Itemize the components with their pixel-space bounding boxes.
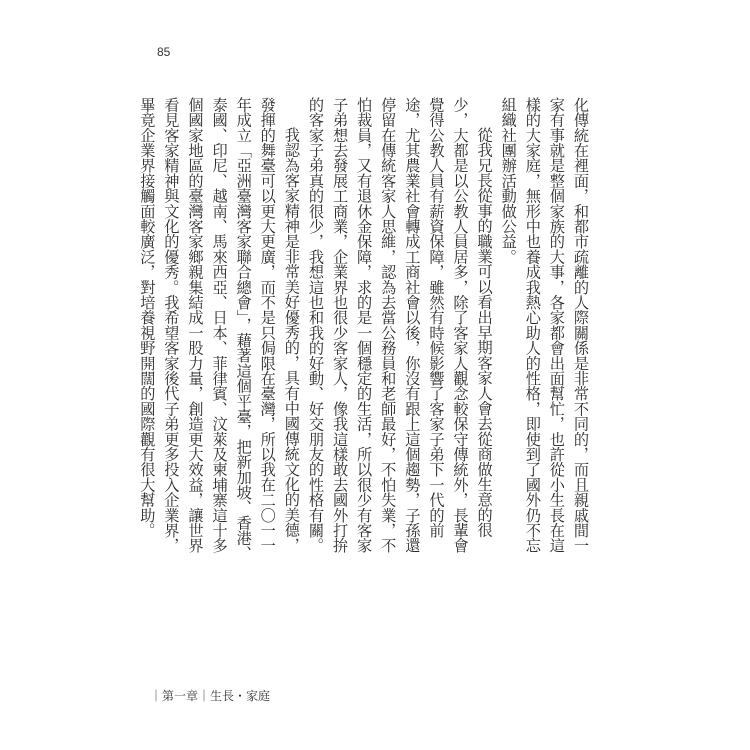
paragraph-1: 化傳統在裡面，和都市疏離的人際關係是非常不同的，而且親戚間一家有事就是整個家族的大事，各家都會出面幫忙，也許從小生長在這樣的大家庭，無形中也養成我熱心助人的性格，即使到了國外仍不忘組織社團辦活動做公益。: [499, 97, 590, 553]
paragraph-2: 從我兄長從事的職業可以看出早期客家人會去從商做生意的很少，大都是以公教人員居多，除了客家人觀念較保守傳統外，長輩會覺得公教人員有薪資保障，雖然有時候影響了客家子弟下一代的前途，尤其農業社會轉成工商社會以後，你沒有跟上這個趨勢，子孫還停留在傳統客家人思維，認為去當公務員和老師最好，不怕失業，不怕裁員，又有退休金保障，求的是一個穩定的生活，所以很少有客家子弟想去發展工商業，企業界也很少客家人，像我這樣敢去國外打拚的客家子弟真的很少，我想這也和我的好動、好交朋友的性格有關。: [306, 97, 494, 553]
body-text: [138, 97, 593, 567]
paragraph-3: 我認為客家精神是非常美好優秀的，具有中國傳統文化的美德，發揮的舞臺可以更大更廣，而不是只侷限在臺灣，所以我在二〇一一年成立「亞洲臺灣客家聯合總會」，藉著這個平臺，把新加坡、香港、泰國、印尼、越南、馬來西亞、日本、菲律賓、汶萊及柬埔寨這十多個國家地區的臺灣客家鄉親集結成一股力量，創造更大效益，讓世界看見客家精神與文化的優秀。我希望客家後代子弟更多投入企業界，畢竟企業界接觸面較廣泛，對培養視野開闊的國際觀有很大幫助。: [138, 97, 301, 561]
page-number: 85: [157, 45, 171, 59]
chapter-footer: ｜第一章｜生長・家庭: [150, 689, 271, 703]
